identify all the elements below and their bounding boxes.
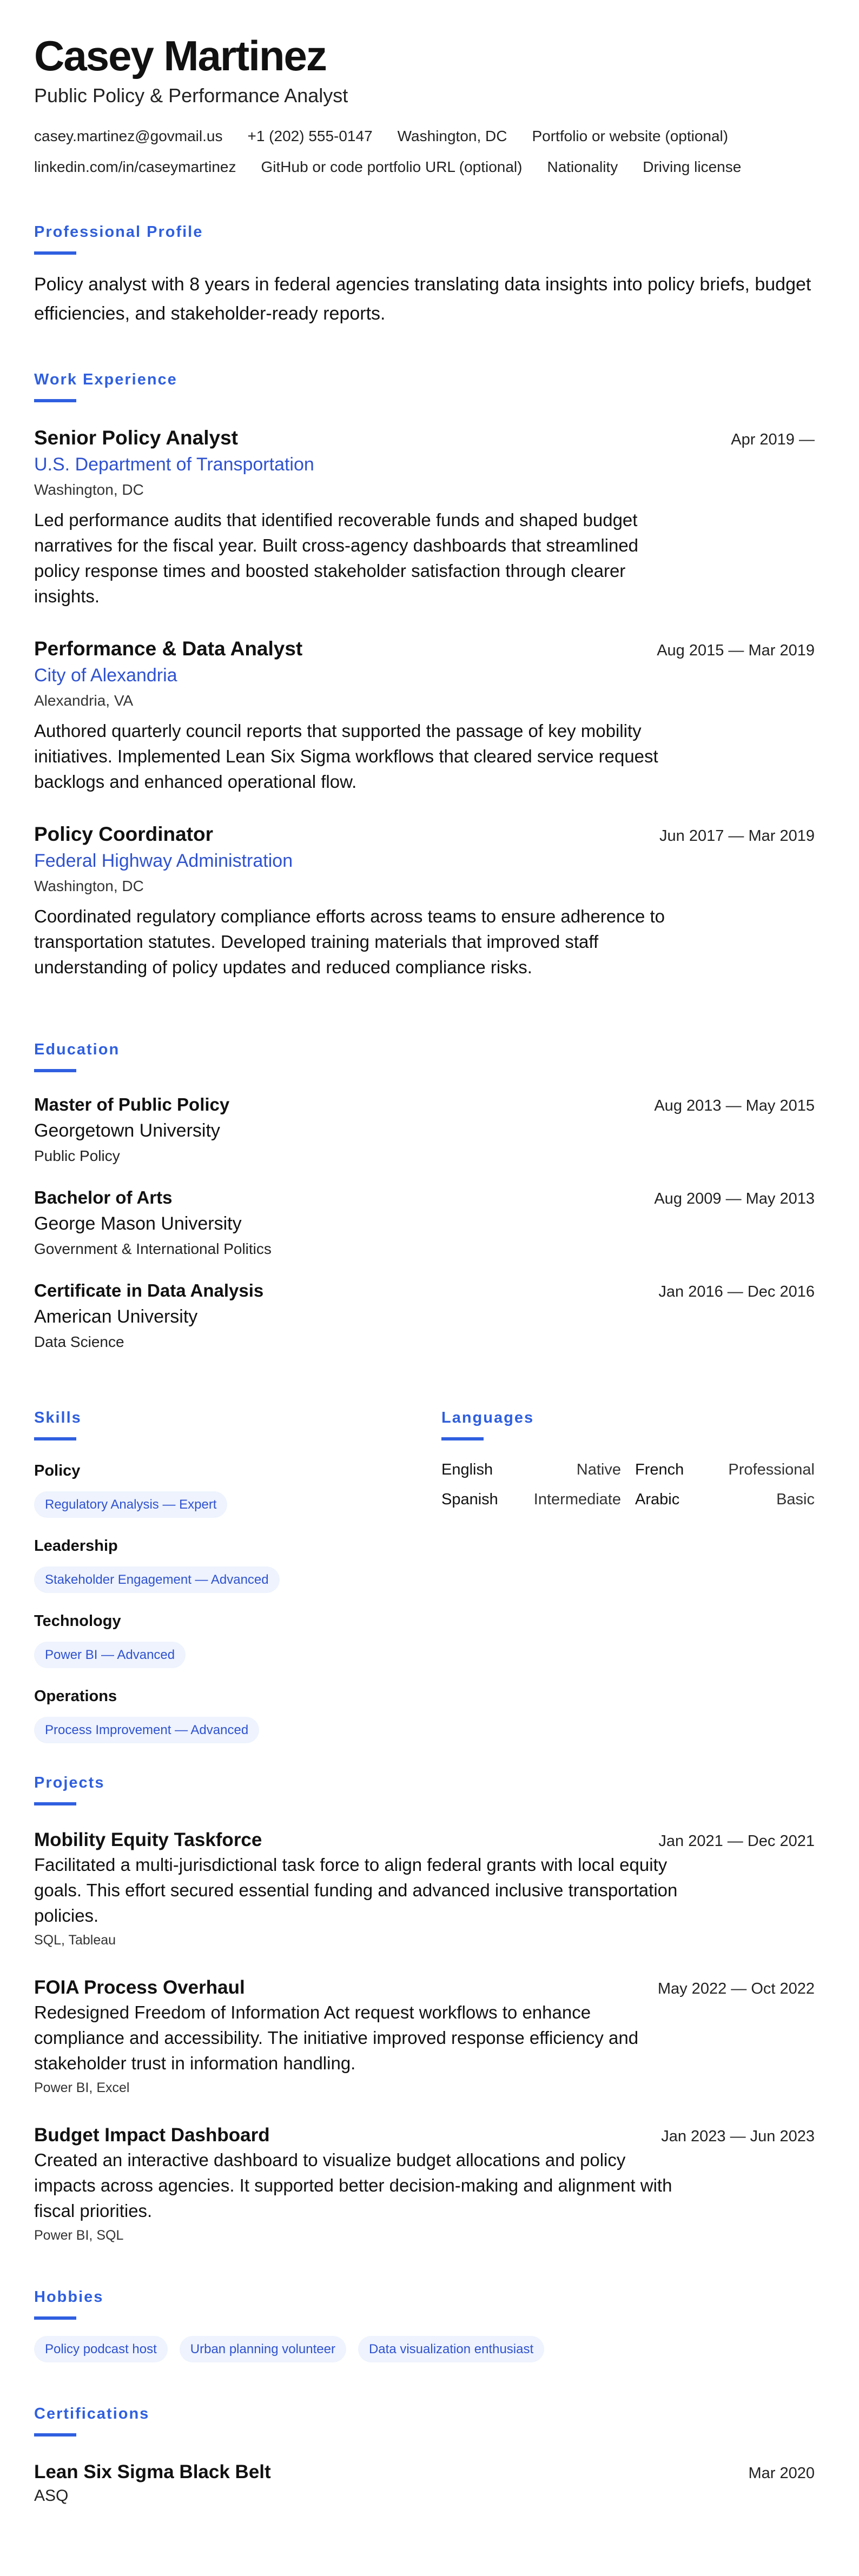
- language-item: [635, 1461, 815, 1479]
- portfolio-link[interactable]: Portfolio or website (optional): [532, 128, 729, 144]
- education-entry: [34, 1092, 815, 1169]
- section-heading: Projects: [34, 1774, 105, 1791]
- hobbies-section: [34, 2287, 815, 2362]
- project-dates: Jan 2021 — Dec 2021: [658, 1833, 815, 1850]
- entry-header: [34, 636, 815, 662]
- project-entry: [34, 2123, 815, 2247]
- hobby-chip: Data visualization enthusiast: [358, 2336, 544, 2362]
- language-name: English: [441, 1461, 493, 1478]
- entry-header: [34, 1976, 815, 2000]
- project-dates: Jan 2023 — Jun 2023: [661, 2128, 815, 2145]
- job-dates: Apr 2019 —: [731, 431, 815, 448]
- language-name: Arabic: [635, 1491, 680, 1508]
- project-tools: Power BI, Excel: [34, 2080, 130, 2095]
- language-level: Native: [576, 1461, 621, 1478]
- field-of-study: Public Policy: [34, 1147, 120, 1164]
- contact-row-2: [34, 158, 815, 176]
- entry-header: [34, 1278, 815, 1304]
- skill-group: [34, 1460, 413, 1518]
- work-section: [34, 370, 815, 980]
- skill-chip: Stakeholder Engagement — Advanced: [34, 1566, 280, 1593]
- section-heading: Education: [34, 1041, 120, 1058]
- driving-license: Driving license: [643, 158, 742, 175]
- section-underline: [34, 399, 76, 402]
- skill-group: [34, 1685, 413, 1743]
- candidate-title: Public Policy & Performance Analyst: [34, 84, 348, 107]
- language-item: [441, 1491, 621, 1509]
- certification-entry: [34, 2460, 815, 2508]
- section-underline: [34, 251, 76, 255]
- certification-name: Lean Six Sigma Black Belt: [34, 2461, 271, 2482]
- company-name: Federal Highway Administration: [34, 851, 293, 871]
- languages-section: [441, 1408, 815, 1509]
- school: Georgetown University: [34, 1120, 220, 1141]
- job-title: Performance & Data Analyst: [34, 638, 303, 660]
- education-dates: Aug 2013 — May 2015: [654, 1097, 815, 1114]
- nationality: Nationality: [547, 158, 618, 175]
- project-tools: Power BI, SQL: [34, 2228, 124, 2243]
- entry-header: [34, 821, 815, 847]
- job-location: Alexandria, VA: [34, 692, 134, 709]
- degree: Master of Public Policy: [34, 1094, 230, 1114]
- project-description: Redesigned Freedom of Information Act request workflows to enhance compliance and accessibility. The initiative improved response efficiency and stakeholder trust in information handling.: [34, 2002, 639, 2073]
- project-title: FOIA Process Overhaul: [34, 1977, 245, 1998]
- email-link[interactable]: casey.martinez@govmail.us: [34, 128, 223, 144]
- entry-header: [34, 425, 815, 451]
- skill-category: Technology: [34, 1612, 121, 1630]
- job-location: Washington, DC: [34, 878, 144, 894]
- skill-chip: Regulatory Analysis — Expert: [34, 1491, 227, 1518]
- section-heading: Hobbies: [34, 2288, 104, 2306]
- section-underline: [441, 1437, 484, 1440]
- project-entry: [34, 1828, 815, 1952]
- section-underline: [34, 1802, 76, 1805]
- skill-chip-wrap: [34, 1632, 413, 1668]
- education-section: [34, 1040, 815, 1355]
- skill-chip: Power BI — Advanced: [34, 1642, 186, 1668]
- section-heading: Certifications: [34, 2405, 150, 2422]
- school: George Mason University: [34, 1213, 242, 1234]
- work-entry: [34, 425, 815, 609]
- education-dates: Jan 2016 — Dec 2016: [658, 1283, 815, 1300]
- skills-section: [34, 1408, 413, 1743]
- skill-group: [34, 1535, 413, 1593]
- language-name: French: [635, 1461, 684, 1478]
- profile-text: Policy analyst with 8 years in federal agencies translating data insights into policy briefs, budget efficiencies, and stakeholder-ready reports.: [34, 274, 811, 324]
- project-title: Mobility Equity Taskforce: [34, 1829, 262, 1850]
- project-dates: May 2022 — Oct 2022: [657, 1980, 815, 1997]
- job-title: Policy Coordinator: [34, 823, 213, 845]
- language-item: [441, 1461, 621, 1479]
- certification-issuer: ASQ: [34, 2487, 69, 2505]
- contact-row-1: [34, 128, 815, 145]
- skill-category: Leadership: [34, 1537, 118, 1555]
- field-of-study: Government & International Politics: [34, 1240, 272, 1257]
- degree: Certificate in Data Analysis: [34, 1280, 264, 1300]
- work-entry: [34, 821, 815, 980]
- skill-chip: Process Improvement — Advanced: [34, 1717, 259, 1743]
- skill-category: Operations: [34, 1688, 117, 1705]
- project-entry: [34, 1976, 815, 2100]
- certifications-section: [34, 2404, 815, 2508]
- project-description: Created an interactive dashboard to visualize budget allocations and policy impacts across agencies. It supported better decision-making and alignment with fiscal priorities.: [34, 2150, 672, 2221]
- language-level: Basic: [776, 1491, 815, 1508]
- profile-section: [34, 222, 815, 328]
- section-underline: [34, 2433, 76, 2436]
- language-name: Spanish: [441, 1491, 498, 1508]
- hobby-chip: Urban planning volunteer: [180, 2336, 346, 2362]
- section-heading: Work Experience: [34, 371, 177, 388]
- job-dates: Jun 2017 — Mar 2019: [659, 827, 815, 845]
- project-title: Budget Impact Dashboard: [34, 2124, 270, 2146]
- entry-header: [34, 2460, 815, 2484]
- section-heading: Languages: [441, 1409, 534, 1426]
- education-dates: Aug 2009 — May 2013: [654, 1190, 815, 1207]
- phone: +1 (202) 555-0147: [247, 128, 373, 144]
- language-level: Professional: [728, 1461, 815, 1478]
- entry-header: [34, 1092, 815, 1118]
- field-of-study: Data Science: [34, 1333, 124, 1350]
- education-entry: [34, 1185, 815, 1262]
- skill-chip-wrap: [34, 1557, 413, 1593]
- job-description: Authored quarterly council reports that supported the passage of key mobility initiatives. Implemented Lean Six Sigma workflows that cleared service request backlogs and enhanced operational flow.: [34, 721, 658, 792]
- skill-group: [34, 1610, 413, 1668]
- section-heading: Skills: [34, 1409, 82, 1426]
- work-entry: [34, 636, 815, 794]
- skill-category: Policy: [34, 1462, 81, 1479]
- entry-header: [34, 2123, 815, 2147]
- skill-chip-wrap: [34, 1482, 413, 1518]
- section-underline: [34, 1437, 76, 1440]
- candidate-name: Casey Martinez: [34, 32, 326, 79]
- project-tools: SQL, Tableau: [34, 1933, 116, 1948]
- section-heading: Professional Profile: [34, 223, 203, 241]
- job-location: Washington, DC: [34, 481, 144, 498]
- company-name: U.S. Department of Transportation: [34, 454, 314, 475]
- entry-header: [34, 1185, 815, 1211]
- job-description: Coordinated regulatory compliance efforts across teams to ensure adherence to transportation statutes. Developed training materials that improved staff understanding of policy updates and reduced compliance risks.: [34, 906, 665, 977]
- company-name: City of Alexandria: [34, 665, 177, 686]
- degree: Bachelor of Arts: [34, 1187, 173, 1207]
- project-description: Facilitated a multi-jurisdictional task force to align federal grants with local equity goals. This effort secured essential funding and advanced inclusive transportation policies.: [34, 1855, 678, 1926]
- projects-section: [34, 1773, 815, 2247]
- education-entry: [34, 1278, 815, 1355]
- github-link[interactable]: GitHub or code portfolio URL (optional): [261, 158, 523, 175]
- school: American University: [34, 1306, 198, 1327]
- language-item: [635, 1491, 815, 1509]
- location: Washington, DC: [397, 128, 507, 144]
- job-dates: Aug 2015 — Mar 2019: [657, 642, 815, 659]
- certification-date: Mar 2020: [748, 2465, 815, 2482]
- section-underline: [34, 1069, 76, 1072]
- job-title: Senior Policy Analyst: [34, 427, 238, 449]
- job-description: Led performance audits that identified recoverable funds and shaped budget narratives for the fiscal year. Built cross-agency dashboards that streamlined policy response times and boosted stakeholder satisfaction through clearer insights.: [34, 510, 639, 606]
- section-underline: [34, 2316, 76, 2320]
- language-level: Intermediate: [533, 1491, 621, 1508]
- hobby-chip: Policy podcast host: [34, 2336, 168, 2362]
- linkedin-link[interactable]: linkedin.com/in/caseymartinez: [34, 158, 236, 175]
- entry-header: [34, 1828, 815, 1852]
- skill-chip-wrap: [34, 1707, 413, 1743]
